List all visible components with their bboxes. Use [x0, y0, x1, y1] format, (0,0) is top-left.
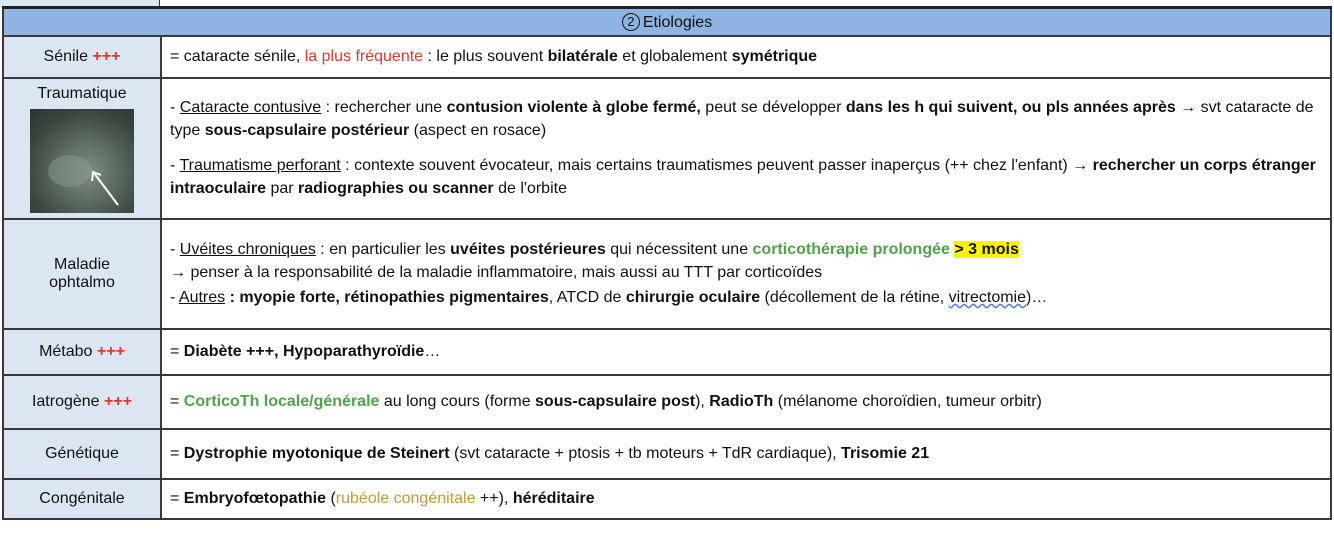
- text-bold: Embryofœtopathie: [183, 490, 327, 507]
- label-senile-text: Sénile: [43, 47, 88, 65]
- section-title: Etiologies: [642, 14, 713, 32]
- text-bold: héréditaire: [512, 490, 595, 507]
- text: )…: [1026, 289, 1048, 306]
- text-underline: Uvéites chroniques: [179, 241, 316, 258]
- text: : contexte souvent évocateur, mais certains traumatismes peuvent passer inaperçus (++ chez l'enfant): [340, 157, 1073, 174]
- text: =: [170, 445, 184, 462]
- text: : le plus souvent: [423, 48, 548, 65]
- text: → svt cataracte de type: [170, 99, 1314, 139]
- content-genetique: [161, 429, 1331, 479]
- text: -: [170, 241, 180, 258]
- text-bold: sous-capsulaire post: [535, 393, 696, 410]
- label-maladie-ophtalmo: [3, 219, 161, 329]
- text-green: corticothérapie prolongée: [752, 241, 950, 258]
- label-metabo: [3, 329, 161, 375]
- label-metabo-text: Métabo: [39, 342, 93, 360]
- text: qui nécessitent une: [605, 241, 753, 258]
- label-line-2: ophtalmo: [49, 273, 115, 291]
- text-bold: Trisomie 21: [841, 445, 930, 462]
- header-row: [3, 8, 1331, 36]
- text-underline: Traumatisme perforant: [179, 157, 341, 174]
- row-traumatique: [3, 78, 1331, 219]
- section-header: [3, 8, 1331, 36]
- text: -: [170, 99, 180, 116]
- text: : rechercher une: [321, 99, 447, 116]
- row-genetique: [3, 429, 1331, 479]
- text: (décollement de la rétine,: [760, 289, 949, 306]
- content-congenitale: [161, 479, 1331, 519]
- row-iatrogene: [3, 375, 1331, 429]
- para-autres: [170, 286, 1322, 309]
- text: = cataracte sénile,: [170, 48, 305, 65]
- content-maladie-ophtalmo: [161, 219, 1331, 329]
- eye-photo: [30, 109, 134, 213]
- text-bold: myopie forte, rétinopathies pigmentaires: [239, 289, 549, 306]
- text: : en particulier les: [315, 241, 451, 258]
- section-number-circle: 2: [622, 13, 640, 31]
- text-spellcheck: vitrectomie: [948, 289, 1026, 306]
- text-underline: Autres: [178, 289, 226, 306]
- text: par: [266, 180, 299, 197]
- label-senile: [3, 36, 161, 78]
- text: ++),: [475, 490, 513, 507]
- text: de l'orbite: [493, 180, 567, 197]
- text: (svt cataracte + ptosis + tb moteurs + TdR cardiaque),: [449, 445, 842, 462]
- text-bold: uvéites postérieures: [450, 241, 606, 258]
- text: -: [170, 157, 180, 174]
- text-bold: symétrique: [731, 48, 818, 65]
- text-bold: chirurgie oculaire: [625, 289, 761, 306]
- label-iatrogene: [3, 375, 161, 429]
- text-tan: rubéole congénitale: [335, 490, 476, 507]
- text: (mélanome choroïdien, tumeur orbitr): [773, 393, 1042, 410]
- text-bold: bilatérale: [547, 48, 618, 65]
- row-maladie-ophtalmo: [3, 219, 1331, 329]
- text: (aspect en rosace): [409, 122, 547, 139]
- text: (: [326, 490, 336, 507]
- text: =: [170, 343, 184, 360]
- text-bold: Dystrophie myotonique de Steinert: [183, 445, 450, 462]
- text: peut se développer: [700, 99, 846, 116]
- label-congenitale: [3, 479, 161, 519]
- plus-badge: +++: [104, 392, 133, 410]
- text: et globalement: [617, 48, 732, 65]
- text: …: [424, 343, 441, 360]
- text-bold: contusion violente à globe fermé,: [446, 99, 701, 116]
- text-bold: sous-capsulaire postérieur: [204, 122, 410, 139]
- text: au long cours (forme: [379, 393, 536, 410]
- text: ),: [695, 393, 710, 410]
- plus-badge: +++: [92, 47, 121, 65]
- content-senile: [161, 36, 1331, 78]
- label-genetique-text: Génétique: [45, 444, 119, 462]
- para-contusive: [170, 96, 1322, 142]
- label-line-1: Maladie: [53, 255, 111, 273]
- text: → penser à la responsabilité de la maladie inflammatoire, mais aussi au TTT par corticoïdes: [170, 264, 823, 281]
- text: -: [170, 289, 179, 306]
- text-bold: Diabète +++, Hypoparathyroïdie: [183, 343, 425, 360]
- content-metabo: [161, 329, 1331, 375]
- text-highlight: > 3 mois: [954, 241, 1019, 258]
- plus-badge: +++: [96, 342, 125, 360]
- etiologies-table: [2, 6, 1332, 520]
- text: =: [170, 393, 184, 410]
- label-iatrogene-text: Iatrogène: [31, 392, 100, 410]
- text-red: la plus fréquente: [304, 48, 424, 65]
- content-iatrogene: [161, 375, 1331, 429]
- content-traumatique: [161, 78, 1331, 219]
- para-uveites: [170, 238, 1322, 284]
- text-underline: Cataracte contusive: [179, 99, 322, 116]
- label-congenitale-text: Congénitale: [39, 489, 125, 507]
- text-bold: RadioTh: [709, 393, 774, 410]
- row-congenitale: [3, 479, 1331, 519]
- text-bold: radiographies ou scanner: [298, 180, 494, 197]
- arrow-icon: [30, 109, 134, 213]
- row-senile: [3, 36, 1331, 78]
- row-metabo: [3, 329, 1331, 375]
- label-genetique: [3, 429, 161, 479]
- text-bold: :: [225, 289, 240, 306]
- label-traumatique: [3, 78, 161, 219]
- text: =: [170, 490, 184, 507]
- text-bold: dans les h qui suivent, ou pls années après: [845, 99, 1176, 116]
- label-traumatique-text: Traumatique: [37, 84, 127, 102]
- text: , ATCD de: [548, 289, 626, 306]
- para-perforant: [170, 154, 1322, 200]
- text-green: CorticoTh locale/générale: [183, 393, 380, 410]
- text-bold: → rechercher un corps étranger intraoculaire: [170, 157, 1316, 197]
